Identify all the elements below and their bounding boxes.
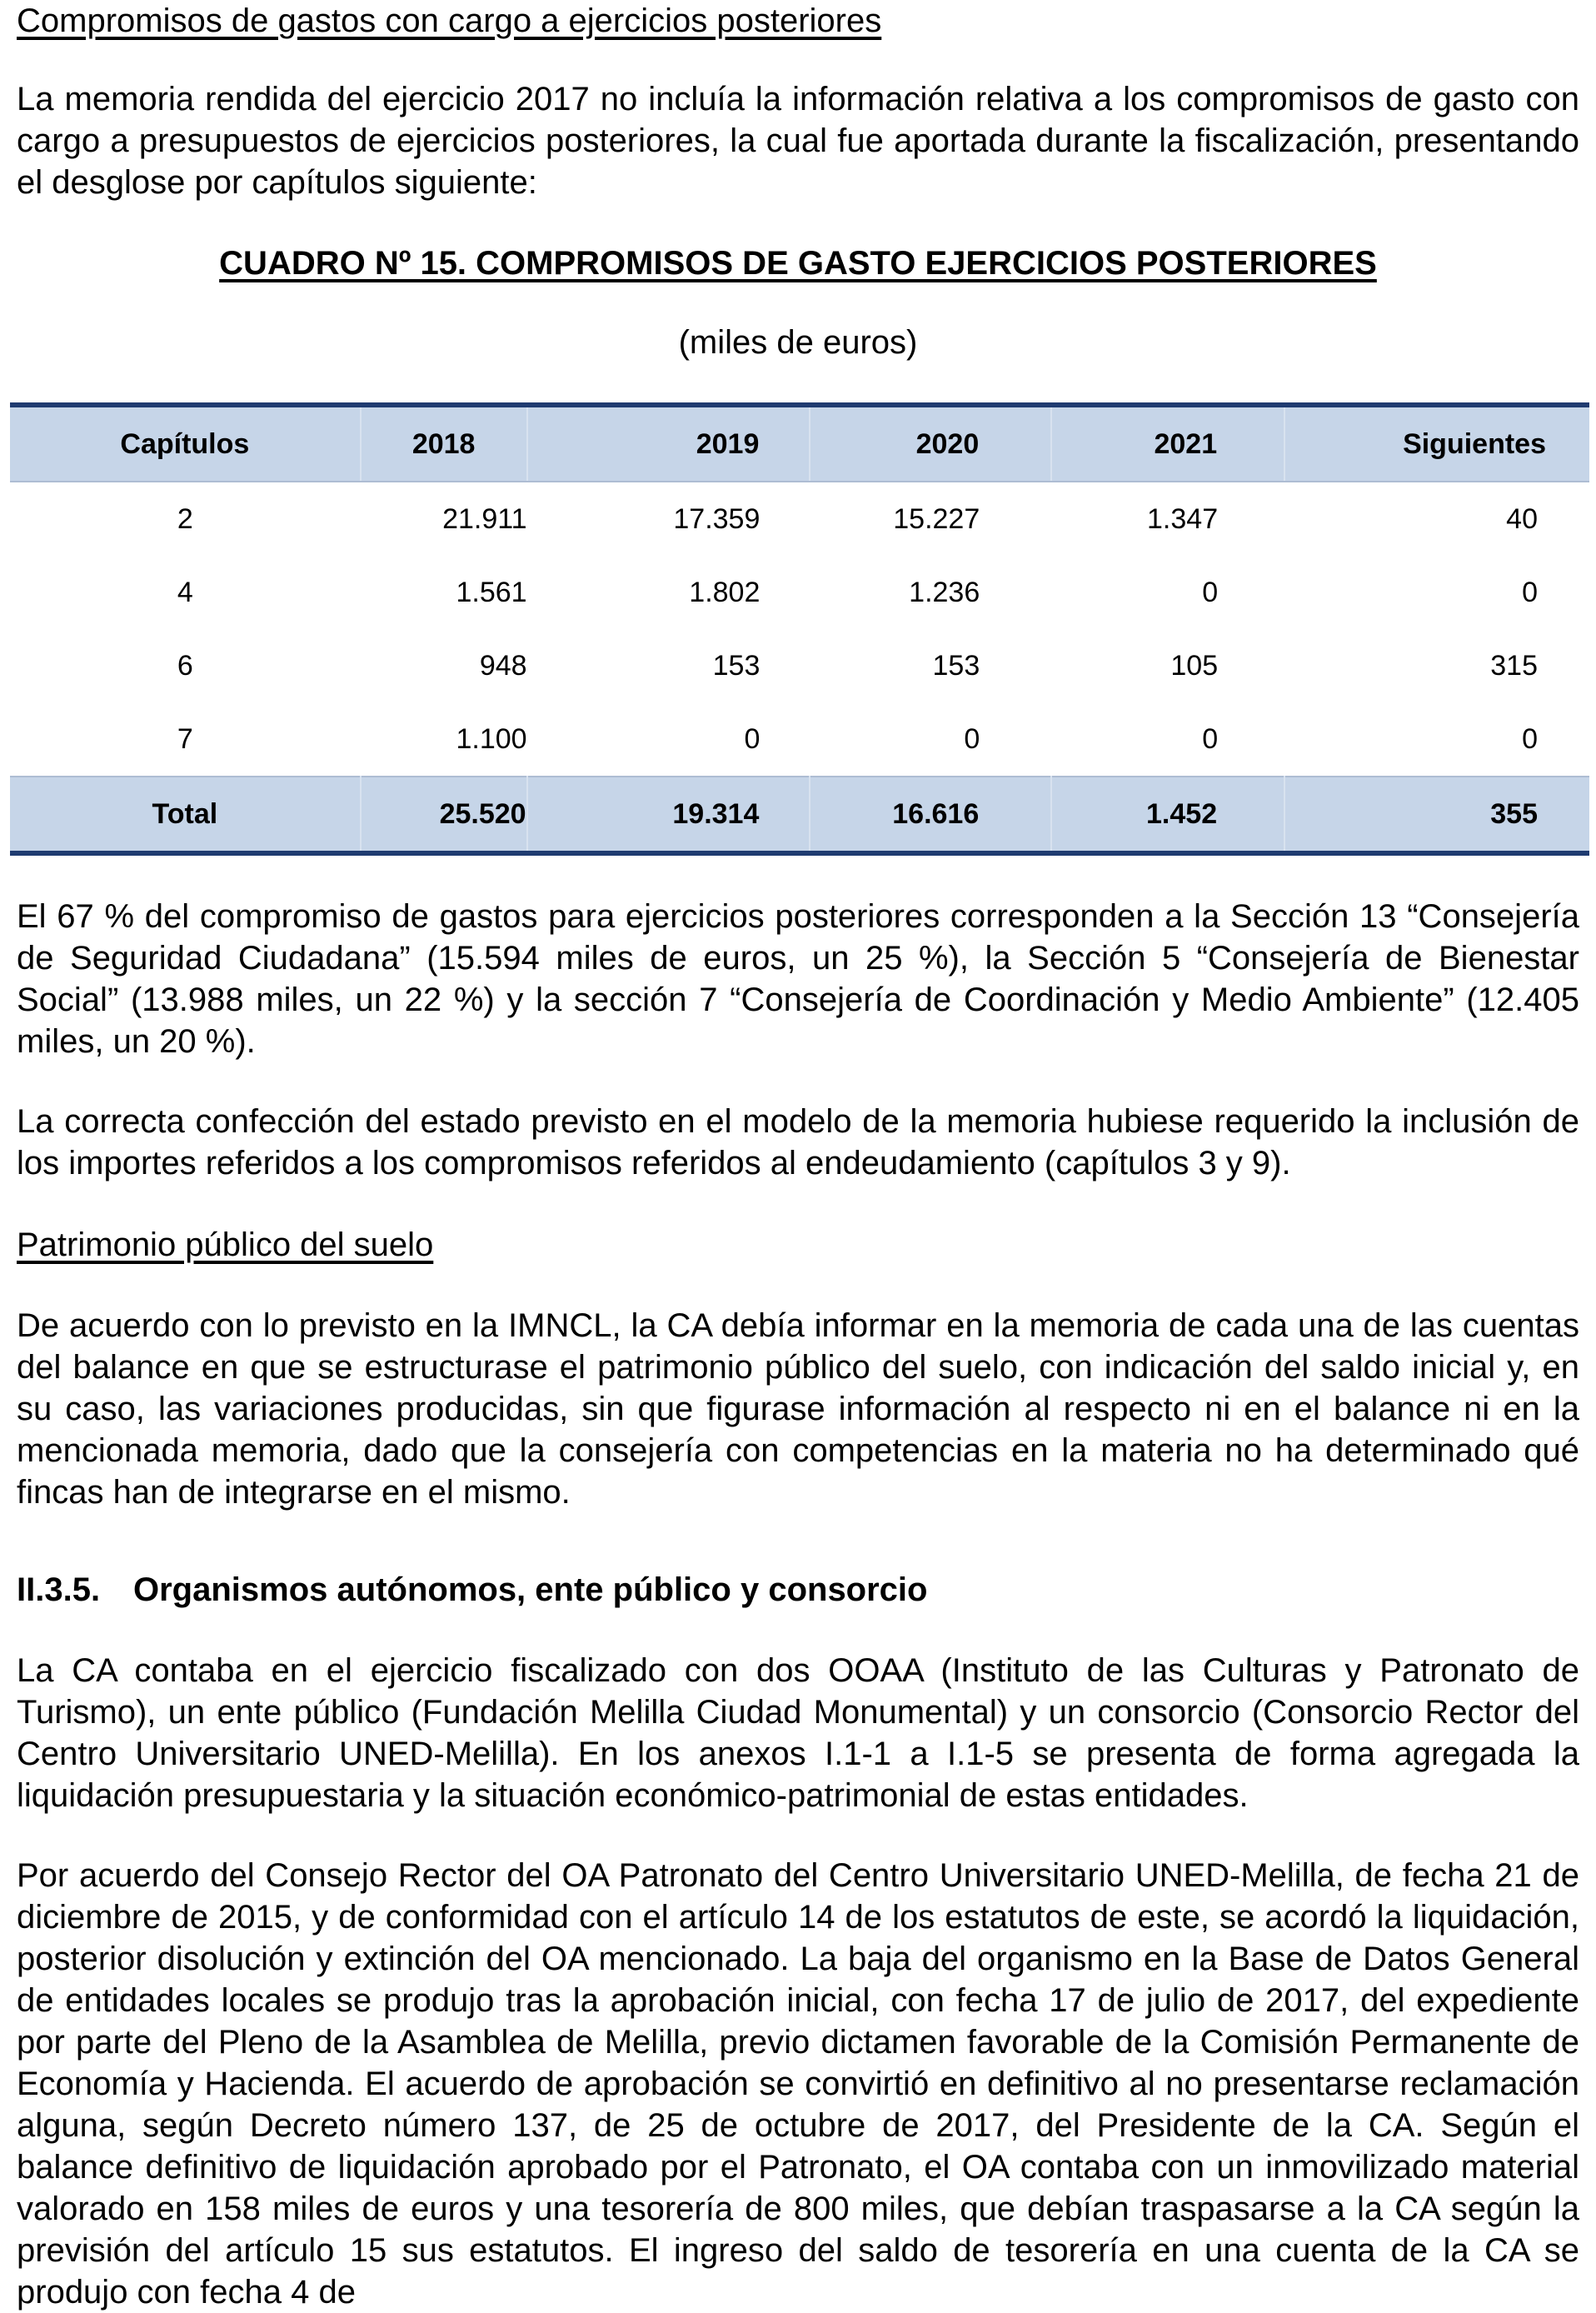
cell-2020: 1.236 bbox=[909, 576, 980, 608]
commitments-table bbox=[10, 402, 1589, 856]
section-heading-compromisos: Compromisos de gastos con cargo a ejercicios posteriores bbox=[17, 2, 882, 39]
cell-2019: 0 bbox=[744, 722, 761, 755]
cell-2018: 948 bbox=[479, 649, 527, 682]
total-2020: 16.616 bbox=[810, 777, 1051, 853]
paragraph-patrimonio: De acuerdo con lo previsto en la IMNCL, la CA debía informar en la memoria de cada una de las cuentas del balance en que se estructurase el patrimonio público del suelo, con indicación del saldo inicial y, en su caso, las variaciones producidas, sin que figurase información al respecto ni en el balance ni en la mencionada memoria, dado que la consejería con competencias en la materia no ha determinado qué fincas han de integrarse en el mismo. bbox=[17, 1307, 1579, 1511]
table-header-row bbox=[10, 405, 1589, 482]
cell-2018: 1.561 bbox=[456, 576, 527, 608]
header-2020: 2020 bbox=[810, 405, 1051, 482]
cell-capitulo: 4 bbox=[177, 576, 193, 608]
cell-siguientes: 0 bbox=[1522, 576, 1538, 608]
table-title: CUADRO Nº 15. COMPROMISOS DE GASTO EJERCICIOS POSTERIORES bbox=[219, 245, 1377, 282]
header-2019: 2019 bbox=[527, 405, 810, 482]
cell-2021: 0 bbox=[1202, 576, 1219, 608]
total-2019: 19.314 bbox=[527, 777, 810, 853]
total-2018: 25.520 bbox=[361, 777, 527, 853]
paragraph-compromisos-endeudamiento: La correcta confección del estado previsto en el modelo de la memoria hubiese requerido la inclusión de los importes referidos a los compromisos referidos al endeudamiento (capítulos 3 y 9). bbox=[17, 1103, 1579, 1181]
table-total-row bbox=[10, 777, 1589, 853]
cell-capitulo: 7 bbox=[177, 722, 193, 755]
cell-2021: 105 bbox=[1170, 649, 1219, 682]
total-siguientes: 355 bbox=[1284, 777, 1589, 853]
cell-capitulo: 6 bbox=[177, 649, 193, 682]
header-2021: 2021 bbox=[1051, 405, 1284, 482]
header-2018: 2018 bbox=[361, 405, 527, 482]
cell-2020: 0 bbox=[964, 722, 980, 755]
cell-siguientes: 315 bbox=[1490, 649, 1538, 682]
section-heading-organismos bbox=[17, 1569, 927, 1611]
cell-2018: 1.100 bbox=[456, 722, 527, 755]
cell-2020: 153 bbox=[932, 649, 980, 682]
table-row bbox=[10, 556, 1589, 629]
paragraph-compromisos-intro: La memoria rendida del ejercicio 2017 no incluía la información relativa a los compromisos de gasto con cargo a presupuestos de ejercicios posteriores, la cual fue aportada durante la fiscalización, presentando el desglose por capítulos siguiente: bbox=[17, 81, 1579, 201]
cell-2020: 15.227 bbox=[893, 502, 980, 535]
section-number: II.3.5. bbox=[17, 1571, 101, 1608]
section-title: Organismos autónomos, ente público y consorcio bbox=[133, 1571, 928, 1608]
paragraph-compromisos-secciones: El 67 % del compromiso de gastos para ejercicios posteriores corresponden a la Sección 13 “Consejería de Seguridad Ciudadana” (15.594 miles de euros, un 25 %), la Sección 5 “Consejería de Bienestar Social” (13.988 miles, un 22 %) y la sección 7 “Consejería de Coordinación y Medio Ambiente” (12.405 miles, un 20 %). bbox=[17, 898, 1579, 1060]
cell-capitulo: 2 bbox=[177, 502, 193, 535]
total-label: Total bbox=[152, 797, 218, 830]
cell-siguientes: 0 bbox=[1522, 722, 1538, 755]
paragraph-organismos-uned: Por acuerdo del Consejo Rector del OA Patronato del Centro Universitario UNED-Melilla, de fecha 21 de diciembre de 2015, y de conformidad con el artículo 14 de los estatutos de este, se acordó la liquidación, posterior disolución y extinción del OA mencionado. La baja del organismo en la Base de Datos General de entidades locales se produjo tras la aprobación inicial, con fecha 17 de julio de 2017, del expediente por parte del Pleno de la Asamblea de Melilla, previo dictamen favorable de la Comisión Permanente de Economía y Hacienda. El acuerdo de aprobación se convirtió en definitivo al no presentarse reclamación alguna, según Decreto número 137, de 25 de octubre de 2017, del Presidente de la CA. Según el balance definitivo de liquidación aprobado por el Patronato, el OA contaba con un inmovilizado material valorado en 158 miles de euros y una tesorería de 800 miles, que debían traspasarse a la CA según la previsión del artículo 15 sus estatutos. El ingreso del saldo de tesorería en una cuenta de la CA se produjo con fecha 4 de bbox=[17, 1857, 1579, 2311]
cell-2021: 1.347 bbox=[1147, 502, 1219, 535]
cell-2019: 17.359 bbox=[673, 502, 761, 535]
total-2021: 1.452 bbox=[1051, 777, 1284, 853]
table-unit: (miles de euros) bbox=[678, 324, 918, 361]
paragraph-organismos-intro: La CA contaba en el ejercicio fiscalizado con dos OOAA (Instituto de las Culturas y Patronato de Turismo), un ente público (Fundación Melilla Ciudad Monumental) y un consorcio (Consorcio Rector del Centro Universitario UNED-Melilla). En los anexos I.1-1 a I.1-5 se presenta de forma agregada la liquidación presupuestaria y la situación económico-patrimonial de estas entidades. bbox=[17, 1652, 1579, 1814]
cell-2019: 1.802 bbox=[689, 576, 761, 608]
header-siguientes: Siguientes bbox=[1284, 405, 1589, 482]
section-heading-patrimonio: Patrimonio público del suelo bbox=[17, 1226, 434, 1263]
cell-2019: 153 bbox=[712, 649, 761, 682]
cell-2018: 21.911 bbox=[442, 502, 527, 535]
cell-2021: 0 bbox=[1202, 722, 1219, 755]
header-capitulos: Capítulos bbox=[10, 405, 361, 482]
cell-siguientes: 40 bbox=[1506, 502, 1538, 535]
table-row bbox=[10, 482, 1589, 556]
table-row bbox=[10, 702, 1589, 777]
table-wrapper bbox=[17, 402, 1589, 856]
table-row bbox=[10, 629, 1589, 702]
